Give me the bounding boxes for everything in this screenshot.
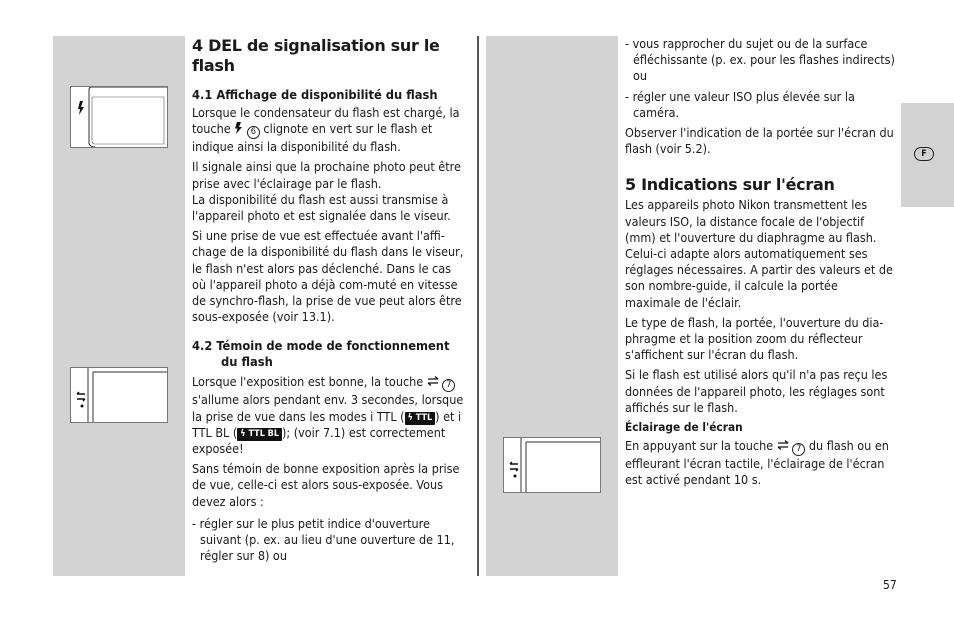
s41-paragraph-2: Il signale ainsi que la prochaine photo peut être prise avec l'éclairage par le flash. bbox=[192, 159, 461, 191]
middle-margin-panel bbox=[486, 36, 618, 576]
s41-paragraph-1: Lorsque le condensateur du flash est chargé, la touche 6 clignote en vert sur le flash et indique ainsi la disponibilité du flash. bbox=[192, 105, 460, 155]
key-number-7: 7 bbox=[442, 379, 455, 392]
s5-paragraph-4: En appuyant sur la touche 7 du flash ou en effleurant l'écran tactile, l'éclairage de l'écran est activé pendant 10 s. bbox=[625, 438, 889, 488]
flash-bolt-icon bbox=[78, 101, 84, 115]
list-item-2: - vous rapprocher du sujet ou de la surface éfléchissante (p. ex. pour les flashes indirects) ou bbox=[625, 36, 895, 84]
flash-bolt-icon bbox=[234, 122, 243, 134]
screen-light-subtitle: Éclairage de l'écran bbox=[625, 420, 743, 435]
section-5-title: 5 Indications sur l'écran bbox=[625, 175, 835, 195]
list-item-3: - régler une valeur ISO plus élevée sur la caméra. bbox=[625, 88, 855, 120]
flash-panel-drawing-2 bbox=[71, 368, 167, 422]
s5-paragraph-2: Le type de flash, la portée, l'ouverture du dia-phragme et la position zoom du réflecteur s'affichent sur l'écran du flash. bbox=[625, 314, 884, 363]
page-number: 57 bbox=[883, 578, 897, 592]
s41-paragraph-3: La disponibilité du flash est aussi transmise à l'appareil photo et est signalée dans le viseur. bbox=[192, 191, 451, 224]
key-number-6: 6 bbox=[247, 126, 260, 139]
language-tab-label: F bbox=[921, 149, 927, 159]
flash-panel-drawing bbox=[71, 87, 167, 147]
s5-paragraph-1: Les appareils photo Nikon transmettent les valeurs ISO, la distance focale de l'objectif (mm) et l'ouverture du diaphragme au flash. Celui-ci adapte alors automatiquement ses réglages nécessaires. A partir des valeurs et de son nombre-guide, il calcule la portée maximale de l'éclair. bbox=[625, 197, 893, 310]
s42-list-item-1: - régler sur le plus petit indice d'ouverture suivant (p. ex. au lieu d'une ouverture de 11, régler sur 8) ou bbox=[192, 515, 455, 564]
screen-light-illustration bbox=[503, 437, 601, 493]
language-tab-badge bbox=[914, 147, 934, 161]
ttl-bl-mode-badge: ϟ TTL BL bbox=[237, 428, 282, 441]
arrows-icon bbox=[77, 392, 85, 401]
arrows-icon bbox=[777, 440, 789, 450]
section-4-1-title: 4.1 Affichage de disponibilité du flash bbox=[192, 88, 438, 103]
s42-paragraph-1: Lorsque l'exposition est bonne, la touche 7 s'allume alors pendant env. 3 secondes, lorsque la prise de vue dans les modes i TTL ( ϟ TTL ) et i TTL BL ( ϟ TTL BL ); (voir 7.1) est correctement exposée! bbox=[192, 374, 464, 457]
section-4-2-title-line2: du flash bbox=[221, 355, 273, 371]
section-4-title: 4 DEL de signalisation sur le flash bbox=[192, 36, 440, 75]
left-text-column bbox=[192, 36, 464, 564]
exposure-ok-illustration bbox=[70, 367, 168, 423]
s41-paragraph-4: Si une prise de vue est effectuée avant l'affi-chage de la disponibilité du flash dans le viseur, le flash n'est alors pas déclenché. Dans le cas où l'appareil photo a déjà com-muté en vitesse de synchro-flash, la prise de vue peut alors être sous-exposée (voir 13.1). bbox=[192, 228, 464, 325]
key-number-7: 7 bbox=[792, 443, 805, 456]
s5-paragraph-3: Si le flash est utilisé alors qu'il n'a pas reçu les données de l'appareil photo, les réglages sont affichés sur le flash. bbox=[625, 367, 888, 415]
arrows-icon bbox=[510, 462, 518, 471]
observe-paragraph: Observer l'indication de la portée sur l'écran du flash (voir 5.2). bbox=[625, 125, 894, 157]
flash-ready-illustration bbox=[70, 86, 168, 148]
flash-panel-drawing-3 bbox=[504, 438, 600, 492]
ttl-mode-badge: ϟ TTL bbox=[405, 412, 436, 425]
s42-paragraph-2: Sans témoin de bonne exposition après la prise de vue, celle-ci est alors sous-exposée. Vous devez alors : bbox=[192, 461, 460, 509]
arrows-icon bbox=[427, 376, 439, 386]
column-divider bbox=[477, 36, 479, 576]
right-text-column bbox=[625, 36, 895, 488]
section-4-2-title-line1: 4.2 Témoin de mode de fonctionnement bbox=[192, 339, 450, 355]
